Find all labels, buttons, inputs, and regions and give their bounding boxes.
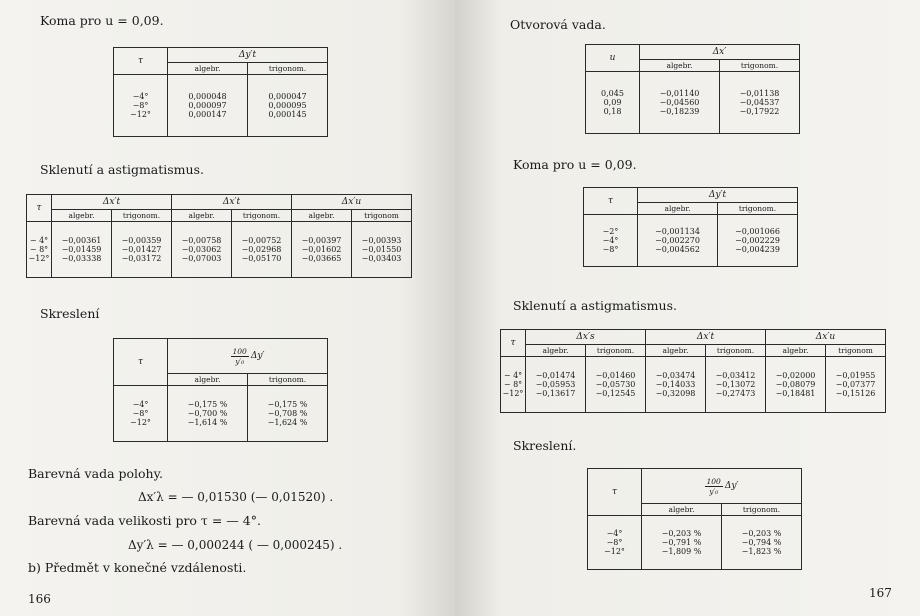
- algebr-header: algebr.: [526, 345, 586, 357]
- group-header-s: Δx′s: [526, 330, 646, 345]
- trigonom-column: −0,01138 −0,04537 −0,17922: [720, 72, 800, 134]
- tau-column: −4° −8° −12°: [588, 516, 642, 570]
- algebr-column: −0,01140 −0,04560 −0,18239: [640, 72, 720, 134]
- trigonom-header: trigonom.: [586, 345, 646, 357]
- otvorova-heading: Otvorová vada.: [510, 17, 606, 32]
- algebr-header: algebr.: [292, 210, 352, 222]
- group-header-u: Δx′u: [292, 195, 412, 210]
- value-column: −0,01460 −0,05730 −0,12545: [586, 357, 646, 413]
- skresleni-group-header: [642, 469, 802, 504]
- koma-group-header: Δy′t: [638, 188, 798, 203]
- algebr-header: algebr.: [642, 504, 722, 516]
- barevna-polohy-text: Barevná vada polohy.: [28, 466, 163, 481]
- distortion-formula: $\frac{100}{\text{y′₀}}$ Δy′: [232, 346, 265, 366]
- otvorova-table: [585, 44, 800, 134]
- trigonom-column: 0,000047 0,000095 0,000145: [248, 75, 328, 137]
- tau-header: τ: [114, 48, 168, 75]
- trigonom-header: trigonom: [352, 210, 412, 222]
- skresleni-heading: Skreslení.: [513, 438, 577, 453]
- equation-1: Δx′λ = — 0,01530 (— 0,01520) .: [138, 490, 334, 504]
- trigonom-header: trigonom.: [718, 203, 798, 215]
- value-column: −0,00361 −0,01459 −0,03338: [52, 222, 112, 278]
- trigonom-header: trigonom.: [112, 210, 172, 222]
- value-column: −0,00752 −0,02968 −0,05170: [232, 222, 292, 278]
- algebr-header: algebr.: [638, 203, 718, 215]
- trigonom-column: −0,203 % −0,794 % −1,823 %: [722, 516, 802, 570]
- algebr-header: algebr.: [168, 63, 248, 75]
- otvorova-group-header: Δx′: [640, 45, 800, 60]
- value-column: −0,00393 −0,01550 −0,03403: [352, 222, 412, 278]
- algebr-header: algebr.: [172, 210, 232, 222]
- value-column: −0,00758 −0,03062 −0,07003: [172, 222, 232, 278]
- tau-column: −4° −8° −12°: [114, 75, 168, 137]
- algebr-header: algebr.: [766, 345, 826, 357]
- left-page: [0, 0, 455, 616]
- distortion-formula: $\frac{100}{\text{y′₀}}$ Δy′: [706, 476, 739, 496]
- tau-header: τ: [27, 195, 52, 222]
- trigonom-header: trigonom.: [248, 374, 328, 386]
- value-column: −0,00397 −0,01602 −0,03665: [292, 222, 352, 278]
- tau-header: τ: [584, 188, 638, 215]
- tau-header: τ: [501, 330, 526, 357]
- tau-column: −4° −8° −12°: [114, 386, 168, 442]
- tau-header: τ: [588, 469, 642, 516]
- sklenuti-heading: Sklenutí a astigmatismus.: [513, 298, 677, 313]
- tau-column: − 4° − 8° −12°: [501, 357, 526, 413]
- equation-2: Δy′λ = — 0,000244 ( — 0,000245) .: [128, 538, 343, 552]
- koma-heading: Koma pro u = 0,09.: [40, 13, 164, 28]
- right-page: [455, 0, 920, 616]
- koma-table: [113, 47, 328, 137]
- algebr-header: algebr.: [646, 345, 706, 357]
- value-column: −0,03412 −0,13072 −0,27473: [706, 357, 766, 413]
- sklenuti-heading: Sklenutí a astigmatismus.: [40, 162, 204, 177]
- trigonom-header: trigonom.: [722, 504, 802, 516]
- trigonom-column: −0,175 % −0,708 % −1,624 %: [248, 386, 328, 442]
- trigonom-header: trigonom.: [232, 210, 292, 222]
- skresleni-group-header: [168, 339, 328, 374]
- tau-column: −2° −4° −8°: [584, 215, 638, 267]
- page-number-left: 166: [28, 592, 51, 606]
- skresleni-table: [113, 338, 328, 442]
- algebr-header: algebr.: [168, 374, 248, 386]
- algebr-column: −0,175 % −0,700 % −1,614 %: [168, 386, 248, 442]
- koma-heading: Koma pro u = 0,09.: [513, 157, 637, 172]
- algebr-column: 0,000048 0,000097 0,000147: [168, 75, 248, 137]
- trigonom-header: trigonom.: [248, 63, 328, 75]
- value-column: −0,03474 −0,14033 −0,32098: [646, 357, 706, 413]
- skresleni-table: [587, 468, 802, 570]
- sklenuti-table: [500, 329, 886, 413]
- u-header: u: [586, 45, 640, 72]
- predmet-text: b) Předmět v konečné vzdálenosti.: [28, 560, 247, 575]
- value-column: −0,01474 −0,05953 −0,13617: [526, 357, 586, 413]
- group-header-t: Δx′t: [646, 330, 766, 345]
- sklenuti-table: [26, 194, 412, 278]
- value-column: −0,02000 −0,08079 −0,18481: [766, 357, 826, 413]
- trigonom-header: trigonom.: [720, 60, 800, 72]
- tau-header: τ: [114, 339, 168, 386]
- koma-group-header: Δy′t: [168, 48, 328, 63]
- page-number-right: 167: [869, 586, 892, 600]
- algebr-column: −0,001134 −0,002270 −0,004562: [638, 215, 718, 267]
- tau-column: − 4° − 8° −12°: [27, 222, 52, 278]
- koma-table: [583, 187, 798, 267]
- value-column: −0,01955 −0,07377 −0,15126: [826, 357, 886, 413]
- group-header-u: Δx′u: [766, 330, 886, 345]
- algebr-column: −0,203 % −0,791 % −1,809 %: [642, 516, 722, 570]
- barevna-velikosti-text: Barevná vada velikosti pro τ = — 4°.: [28, 513, 261, 528]
- trigonom-column: −0,001066 −0,002229 −0,004239: [718, 215, 798, 267]
- u-column: 0,045 0,09 0,18: [586, 72, 640, 134]
- algebr-header: algebr.: [640, 60, 720, 72]
- group-header-t: Δx′t: [172, 195, 292, 210]
- skresleni-heading: Skreslení: [40, 306, 100, 321]
- value-column: −0,00359 −0,01427 −0,03172: [112, 222, 172, 278]
- group-header-s: Δx′t: [52, 195, 172, 210]
- trigonom-header: trigonom: [826, 345, 886, 357]
- algebr-header: algebr.: [52, 210, 112, 222]
- trigonom-header: trigonom.: [706, 345, 766, 357]
